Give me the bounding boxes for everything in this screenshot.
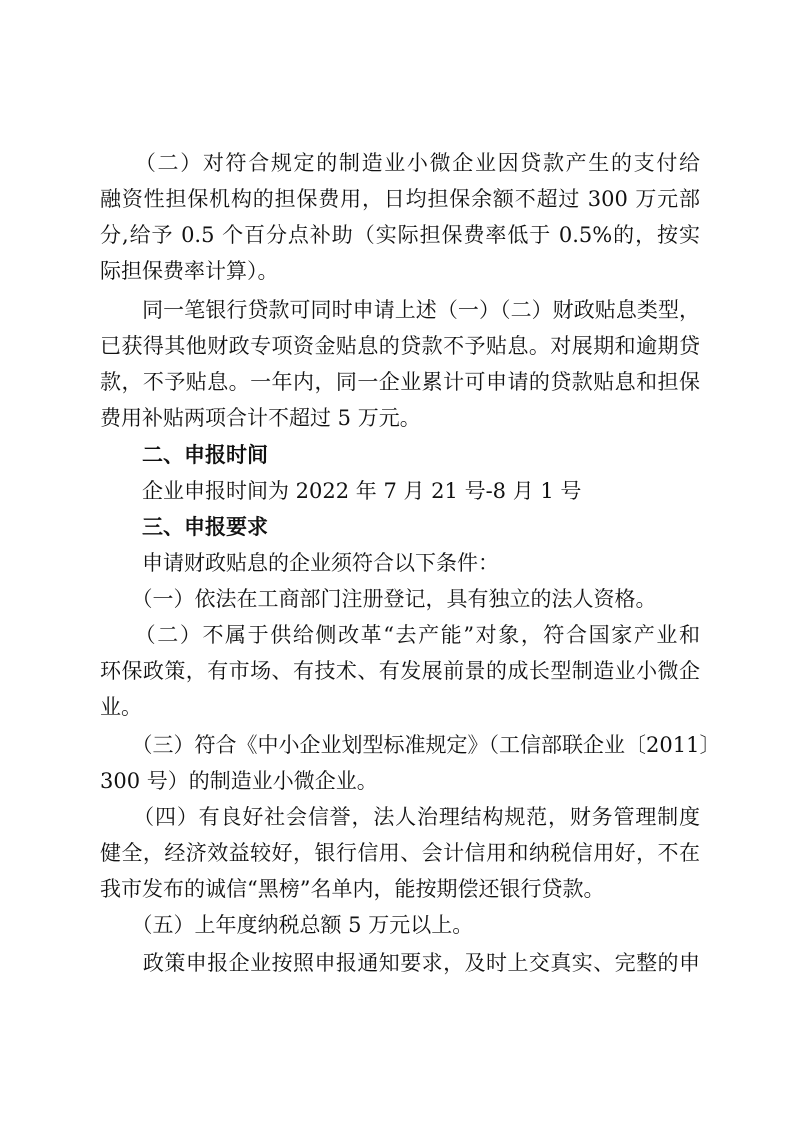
condition-item: （一）依法在工商部门注册登记，具有独立的法人资格。 xyxy=(100,587,657,611)
paragraph-line: 企业申报时间为 2022 年 7 月 21 号-8 月 1 号 xyxy=(100,479,582,503)
condition-item: 我市发布的诚信“黑榜”名单内，能按期偿还银行贷款。 xyxy=(100,877,605,901)
condition-item: （二）不属于供给侧改革“去产能”对象，符合国家产业和 xyxy=(100,623,700,647)
paragraph-line: 同一笔银行贷款可同时申请上述（一）（二）财政贴息类型， xyxy=(100,298,700,322)
paragraph-line: 已获得其他财政专项资金贴息的贷款不予贴息。对展期和逾期贷 xyxy=(100,334,700,358)
paragraph-line: （二）对符合规定的制造业小微企业因贷款产生的支付给 xyxy=(100,151,700,175)
paragraph-line: 款，不予贴息。一年内，同一企业累计可申请的贷款贴息和担保 xyxy=(100,370,700,394)
paragraph-line: 政策申报企业按照申报通知要求，及时上交真实、完整的申 xyxy=(100,951,700,975)
paragraph-line: 费用补贴两项合计不超过 5 万元。 xyxy=(100,406,421,430)
paragraph-line: 融资性担保机构的担保费用，日均担保余额不超过 300 万元部 xyxy=(100,187,700,211)
condition-item: （三）符合《中小企业划型标准规定》（工信部联企业〔2011〕 xyxy=(100,733,721,757)
condition-item: （四）有良好社会信誉，法人治理结构规范，财务管理制度 xyxy=(100,805,700,829)
paragraph-line: 分,给予 0.5 个百分点补助（实际担保费率低于 0.5%的，按实 xyxy=(100,223,700,247)
condition-item: 300 号）的制造业小微企业。 xyxy=(100,769,378,793)
condition-item: 环保政策，有市场、有技术、有发展前景的成长型制造业小微企 xyxy=(100,659,700,683)
condition-item: 业。 xyxy=(100,695,142,719)
paragraph-line: 际担保费率计算）。 xyxy=(100,259,279,283)
paragraph-line: 申请财政贴息的企业须符合以下条件： xyxy=(100,551,499,575)
condition-item: （五）上年度纳税总额 5 万元以上。 xyxy=(100,913,474,937)
section-heading-time: 二、申报时间 xyxy=(100,443,268,467)
condition-item: 健全，经济效益较好，银行信用、会计信用和纳税信用好，不在 xyxy=(100,841,700,865)
section-heading-requirements: 三、申报要求 xyxy=(100,515,268,539)
